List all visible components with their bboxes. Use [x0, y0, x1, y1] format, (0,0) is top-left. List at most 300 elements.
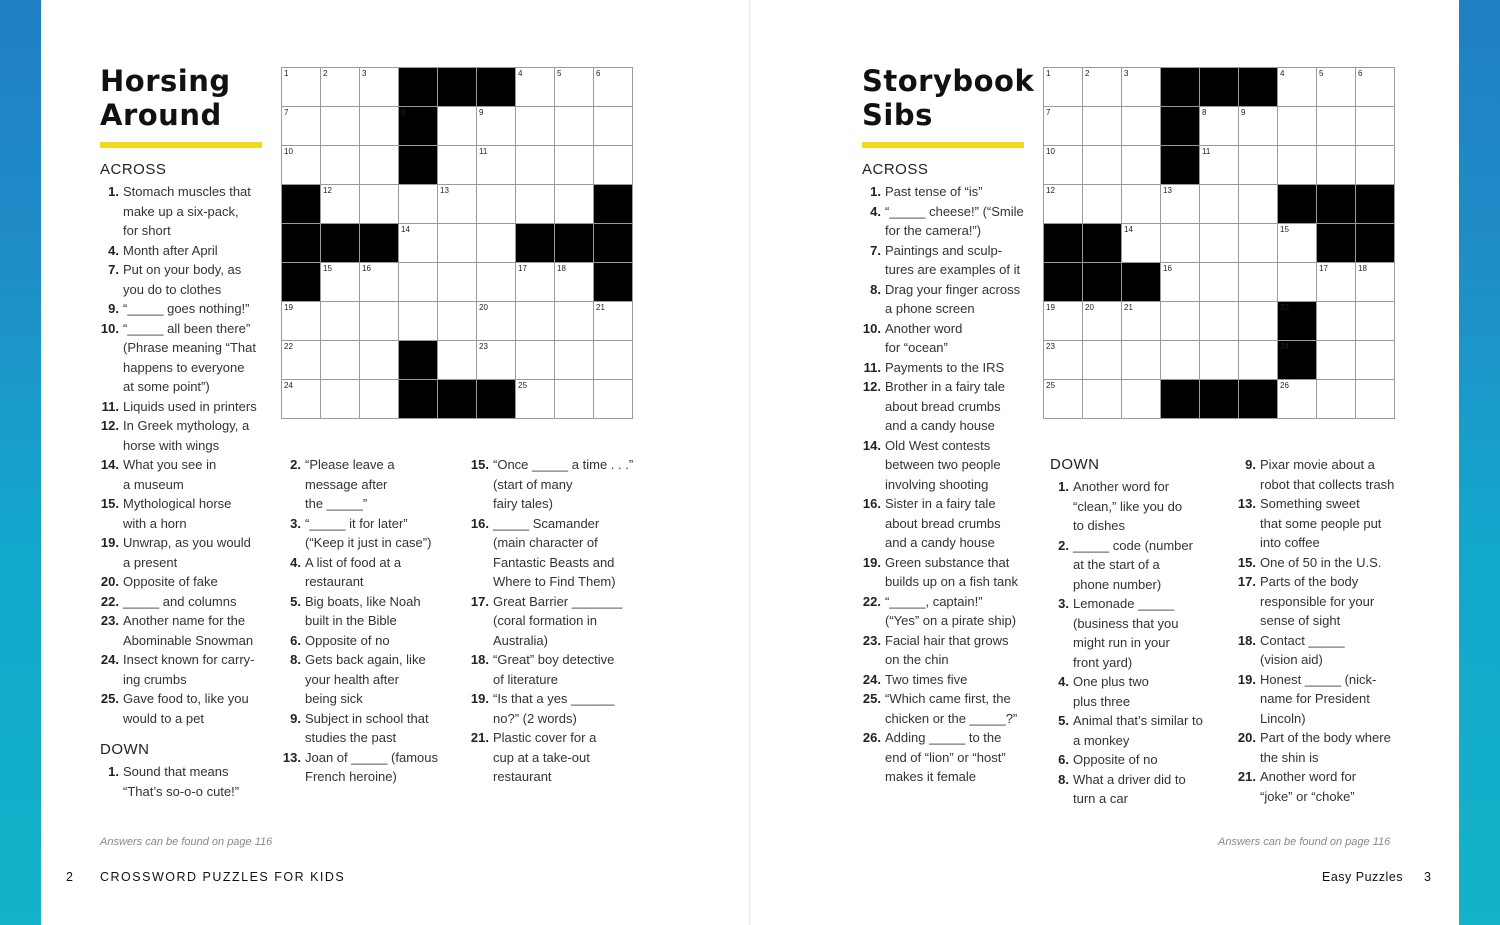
clue-text: Unwrap, as you would a present	[123, 535, 251, 570]
clue-number: 8.	[870, 281, 881, 297]
clue-text: Part of the body where the shin is	[1260, 730, 1391, 765]
black-square	[1044, 224, 1083, 263]
clue-number: 15.	[470, 457, 489, 472]
grid-cell[interactable]	[1122, 185, 1161, 224]
clue-number: 18.	[470, 652, 489, 667]
grid-cell[interactable]	[1161, 224, 1200, 263]
grid-cell[interactable]	[360, 107, 399, 146]
clue-text: “Please leave a message after the _____”	[305, 457, 395, 511]
clue-number: 25.	[862, 691, 881, 706]
clue-text: Liquids used in printers	[123, 398, 257, 414]
cell-number: 6	[1358, 69, 1363, 78]
grid-cell[interactable]	[1044, 380, 1083, 419]
down-clue-list	[1050, 477, 1228, 809]
cell-number: 20	[1085, 303, 1094, 312]
grid-cell[interactable]	[594, 107, 633, 146]
clue-item	[100, 592, 272, 612]
cell-number: 5	[557, 69, 562, 78]
grid-cell[interactable]	[399, 302, 438, 341]
black-square	[399, 380, 438, 419]
grid-cell[interactable]	[321, 185, 360, 224]
grid-cell[interactable]	[1044, 107, 1083, 146]
grid-cell[interactable]	[1044, 185, 1083, 224]
black-square	[1161, 107, 1200, 146]
clue-item	[100, 319, 272, 397]
grid-cell[interactable]	[516, 380, 555, 419]
grid-cell[interactable]	[360, 146, 399, 185]
clue-item	[1237, 494, 1417, 553]
clue-item	[862, 689, 1038, 728]
clue-item	[282, 748, 462, 787]
grid-cell[interactable]	[1122, 68, 1161, 107]
clue-number: 22.	[100, 593, 119, 609]
grid-cell[interactable]	[477, 263, 516, 302]
grid-cell[interactable]	[360, 68, 399, 107]
answers-note: Answers can be found on page 116	[100, 836, 273, 848]
black-square	[1122, 263, 1161, 302]
cell-number: 23	[479, 342, 488, 351]
grid-cell[interactable]	[438, 224, 477, 263]
clue-number: 11.	[863, 359, 881, 375]
cell-number: 2	[323, 69, 328, 78]
clue-number: 12.	[862, 379, 881, 394]
down-clue-list	[100, 762, 272, 801]
grid-cell[interactable]	[555, 107, 594, 146]
clue-item	[1050, 594, 1228, 672]
clue-text: Great Barrier _______ (coral formation in Australia)	[493, 593, 623, 648]
clue-number: 5.	[290, 593, 301, 609]
grid-cell[interactable]	[321, 263, 360, 302]
clue-text: One of 50 in the U.S.	[1260, 554, 1382, 570]
left-clues-column-2	[282, 455, 462, 787]
clue-number: 17.	[470, 593, 489, 609]
black-square	[438, 68, 477, 107]
cell-number: 3	[362, 69, 367, 78]
grid-cell[interactable]	[1356, 107, 1395, 146]
grid-cell[interactable]	[1239, 107, 1278, 146]
clue-text: What you see in a museum	[123, 457, 217, 492]
clue-text: A list of food at a restaurant	[305, 554, 402, 589]
black-square	[1161, 380, 1200, 419]
title-line: Around	[100, 98, 222, 132]
clue-number: 4.	[290, 554, 301, 570]
clue-number: 15.	[100, 496, 119, 511]
grid-cell[interactable]	[360, 302, 399, 341]
puzzle-title-storybook-sibs	[862, 64, 1034, 132]
grid-cell[interactable]	[1356, 146, 1395, 185]
grid-cell[interactable]	[555, 68, 594, 107]
black-square	[594, 185, 633, 224]
clue-number: 20.	[100, 574, 119, 589]
grid-cell[interactable]	[1239, 302, 1278, 341]
grid-cell[interactable]	[1161, 185, 1200, 224]
clue-item	[862, 358, 1038, 378]
grid-cell[interactable]	[1083, 341, 1122, 380]
grid-cell[interactable]	[1239, 224, 1278, 263]
clue-item	[1237, 553, 1417, 573]
right-clues-column-1	[862, 160, 1038, 787]
grid-cell[interactable]	[555, 185, 594, 224]
clue-text: “_____ goes nothing!”	[123, 301, 250, 316]
clue-item	[1237, 631, 1417, 670]
black-square	[477, 68, 516, 107]
title-line: Sibs	[862, 98, 933, 132]
grid-cell[interactable]	[1200, 185, 1239, 224]
clue-item	[470, 728, 650, 787]
grid-cell[interactable]	[1278, 263, 1317, 302]
grid-cell[interactable]	[399, 185, 438, 224]
clue-number: 12.	[100, 418, 119, 433]
grid-cell[interactable]	[1083, 146, 1122, 185]
clue-number: 1.	[108, 764, 119, 779]
grid-cell[interactable]	[438, 146, 477, 185]
clue-text: Opposite of no	[305, 632, 390, 648]
cell-number: 5	[1319, 69, 1324, 78]
cell-number: 7	[284, 108, 289, 117]
grid-cell[interactable]	[1239, 341, 1278, 380]
grid-cell[interactable]	[1317, 302, 1356, 341]
black-square	[399, 107, 438, 146]
clue-text: _____ code (number at the start of a phone number)	[1073, 537, 1193, 592]
across-clue-list	[100, 182, 272, 728]
black-square	[477, 380, 516, 419]
clue-text: Stomach muscles that make up a six-pack, for short	[123, 184, 251, 238]
clue-item	[470, 592, 650, 651]
cell-number: 14	[401, 225, 410, 234]
clue-text: Another name for the Abominable Snowman	[123, 613, 254, 648]
section-title-footer: Easy Puzzles	[1322, 870, 1404, 884]
grid-cell[interactable]	[1317, 68, 1356, 107]
answers-note: Answers can be found on page 116	[1218, 836, 1391, 848]
grid-cell[interactable]	[1122, 380, 1161, 419]
grid-cell[interactable]	[1083, 68, 1122, 107]
clue-item	[862, 436, 1038, 495]
clue-item	[100, 260, 272, 299]
grid-cell[interactable]	[555, 146, 594, 185]
cell-number: 17	[1319, 264, 1328, 273]
clue-number: 16.	[470, 515, 489, 531]
clue-text: Joan of _____ (famous French heroine)	[305, 749, 438, 784]
grid-cell[interactable]	[321, 302, 360, 341]
cell-number: 10	[1046, 147, 1055, 156]
grid-cell[interactable]	[1044, 68, 1083, 107]
grid-cell[interactable]	[438, 107, 477, 146]
clue-item	[282, 592, 462, 631]
clue-text: Insect known for carry- ing crumbs	[123, 652, 255, 687]
grid-cell[interactable]	[1356, 341, 1395, 380]
across-heading: ACROSS	[862, 161, 929, 178]
grid-cell[interactable]	[282, 341, 321, 380]
grid-cell[interactable]	[1122, 107, 1161, 146]
clue-item	[1237, 767, 1417, 806]
grid-cell[interactable]	[516, 107, 555, 146]
grid-cell[interactable]	[360, 380, 399, 419]
grid-cell[interactable]	[477, 302, 516, 341]
grid-cell[interactable]	[1278, 68, 1317, 107]
grid-cell[interactable]	[516, 263, 555, 302]
clue-number: 8.	[290, 652, 301, 667]
grid-cell[interactable]	[1122, 224, 1161, 263]
cell-number: 17	[518, 264, 527, 273]
clue-number: 4.	[1058, 674, 1069, 689]
grid-cell[interactable]	[321, 68, 360, 107]
clue-number: 23.	[100, 613, 119, 628]
grid-cell[interactable]	[321, 380, 360, 419]
grid-cell[interactable]	[282, 146, 321, 185]
clue-number: 1.	[108, 184, 119, 199]
black-square	[1239, 68, 1278, 107]
clue-text: Gave food to, like you would to a pet	[123, 691, 249, 726]
grid-cell[interactable]	[1356, 380, 1395, 419]
grid-cell[interactable]	[1200, 224, 1239, 263]
grid-cell[interactable]	[282, 380, 321, 419]
clue-number: 10.	[862, 320, 881, 336]
grid-cell[interactable]	[1239, 185, 1278, 224]
clue-text: Big boats, like Noah built in the Bible	[305, 593, 421, 628]
clue-text: Lemonade _____ (business that you might run in your front yard)	[1073, 596, 1179, 670]
grid-cell[interactable]	[1356, 302, 1395, 341]
clue-item	[470, 650, 650, 689]
page-number: 2	[66, 870, 75, 884]
clue-number: 5.	[1058, 713, 1069, 728]
clue-item	[470, 514, 650, 592]
grid-cell[interactable]	[516, 341, 555, 380]
clue-text: Sister in a fairy tale about bread crumbs and a candy house	[885, 496, 1001, 550]
clue-item	[282, 553, 462, 592]
cell-number: 8	[401, 108, 406, 117]
clue-text: “Which came first, the chicken or the _____?”	[885, 691, 1018, 726]
clue-number: 14.	[862, 437, 881, 453]
grid-cell[interactable]	[1356, 263, 1395, 302]
cell-number: 10	[284, 147, 293, 156]
clue-number: 1.	[1058, 479, 1069, 494]
clue-text: “_____, captain!” (“Yes” on a pirate ship)	[885, 593, 1017, 628]
grid-cell[interactable]	[1317, 146, 1356, 185]
clue-text: Payments to the IRS	[885, 359, 1005, 375]
grid-cell[interactable]	[399, 263, 438, 302]
grid-cell[interactable]	[1044, 302, 1083, 341]
grid-cell[interactable]	[555, 302, 594, 341]
grid-cell[interactable]	[321, 341, 360, 380]
clue-item	[862, 319, 1038, 358]
clue-number: 3.	[1058, 596, 1069, 611]
grid-cell[interactable]	[321, 146, 360, 185]
grid-cell[interactable]	[1161, 341, 1200, 380]
clue-item	[1050, 711, 1228, 750]
clue-item	[1050, 536, 1228, 595]
down-clue-list	[1237, 455, 1417, 806]
clue-number: 8.	[1058, 771, 1069, 787]
grid-cell[interactable]	[1278, 146, 1317, 185]
clue-item	[282, 631, 462, 651]
grid-cell[interactable]	[1122, 341, 1161, 380]
clue-item	[862, 241, 1038, 280]
grid-cell[interactable]	[1278, 224, 1317, 263]
black-square	[516, 224, 555, 263]
grid-cell[interactable]	[1083, 107, 1122, 146]
black-square	[282, 263, 321, 302]
grid-cell[interactable]	[477, 224, 516, 263]
grid-cell[interactable]	[555, 341, 594, 380]
grid-cell[interactable]	[1044, 341, 1083, 380]
black-square	[438, 380, 477, 419]
grid-cell[interactable]	[438, 302, 477, 341]
clue-item	[862, 553, 1038, 592]
clue-text: “Is that a yes ______ no?” (2 words)	[493, 691, 615, 726]
clue-number: 18.	[1237, 632, 1256, 648]
clue-number: 25.	[100, 691, 119, 706]
grid-cell[interactable]	[594, 302, 633, 341]
grid-cell[interactable]	[477, 185, 516, 224]
grid-cell[interactable]	[360, 263, 399, 302]
clue-number: 21.	[1237, 769, 1256, 784]
cell-number: 4	[518, 69, 523, 78]
grid-cell[interactable]	[516, 146, 555, 185]
clue-number: 19.	[1237, 671, 1256, 687]
grid-cell[interactable]	[516, 185, 555, 224]
cell-number: 18	[1358, 264, 1367, 273]
cell-number: 12	[1046, 186, 1055, 195]
clue-text: Drag your finger across a phone screen	[885, 281, 1021, 316]
grid-cell[interactable]	[1083, 302, 1122, 341]
grid-cell[interactable]	[282, 107, 321, 146]
grid-cell[interactable]	[1200, 263, 1239, 302]
cell-number: 20	[479, 303, 488, 312]
clue-item	[862, 494, 1038, 553]
cell-number: 16	[362, 264, 371, 273]
title-line: Storybook	[862, 64, 1035, 98]
grid-cell[interactable]	[1200, 302, 1239, 341]
black-square	[321, 224, 360, 263]
grid-cell[interactable]	[360, 341, 399, 380]
grid-cell[interactable]	[1122, 146, 1161, 185]
grid-cell[interactable]	[1317, 107, 1356, 146]
cell-number: 19	[284, 303, 293, 312]
grid-cell[interactable]	[282, 68, 321, 107]
clue-item	[100, 650, 272, 689]
grid-cell[interactable]	[555, 380, 594, 419]
clue-text: Old West contests between two people involving shooting	[885, 437, 1001, 492]
clue-text: “Once _____ a time . . .” (start of many fairy tales)	[493, 457, 634, 511]
cell-number: 1	[1046, 69, 1051, 78]
cell-number: 8	[1202, 108, 1207, 117]
cell-number: 16	[1163, 264, 1172, 273]
clue-item	[862, 182, 1038, 202]
cell-number: 15	[323, 264, 332, 273]
clue-number: 14.	[100, 457, 119, 472]
grid-cell[interactable]	[594, 341, 633, 380]
clue-item	[100, 762, 272, 801]
clue-item	[100, 533, 272, 572]
clue-number: 16.	[862, 496, 881, 511]
grid-cell[interactable]	[594, 68, 633, 107]
clue-item	[100, 241, 272, 261]
clue-item	[100, 397, 272, 417]
grid-cell[interactable]	[1083, 380, 1122, 419]
clue-number: 19.	[470, 691, 489, 706]
clue-item	[1050, 770, 1228, 809]
clue-number: 15.	[1237, 554, 1256, 570]
grid-cell[interactable]	[1200, 146, 1239, 185]
cell-number: 13	[1163, 186, 1172, 195]
grid-cell[interactable]	[516, 302, 555, 341]
clue-text: Animal that’s similar to a monkey	[1073, 713, 1203, 748]
title-underline	[100, 142, 262, 148]
clue-text: Honest _____ (nick- name for President Lincoln)	[1260, 671, 1377, 726]
grid-cell[interactable]	[594, 146, 633, 185]
grid-cell[interactable]	[1239, 263, 1278, 302]
clue-text: Pixar movie about a robot that collects trash	[1260, 457, 1395, 492]
grid-cell[interactable]	[399, 224, 438, 263]
clue-item	[282, 709, 462, 748]
grid-cell[interactable]	[555, 263, 594, 302]
grid-cell[interactable]	[477, 107, 516, 146]
grid-cell[interactable]	[1239, 146, 1278, 185]
black-square	[1200, 68, 1239, 107]
grid-cell[interactable]	[1356, 68, 1395, 107]
clue-text: Sound that means “That’s so-o-o cute!”	[123, 764, 240, 799]
grid-cell[interactable]	[1317, 380, 1356, 419]
grid-cell[interactable]	[438, 341, 477, 380]
clue-text: _____ Scamander (main character of Fantastic Beasts and Where to Find Them)	[493, 515, 616, 589]
grid-cell[interactable]	[1044, 146, 1083, 185]
grid-cell[interactable]	[321, 107, 360, 146]
clue-text: Two times five	[885, 671, 968, 687]
clue-item	[1050, 477, 1228, 536]
grid-cell[interactable]	[1161, 263, 1200, 302]
clue-item	[100, 689, 272, 728]
grid-cell[interactable]	[438, 185, 477, 224]
cell-number: 22	[284, 342, 293, 351]
grid-cell[interactable]	[1083, 185, 1122, 224]
cell-number: 12	[323, 186, 332, 195]
grid-cell[interactable]	[438, 263, 477, 302]
grid-cell[interactable]	[360, 185, 399, 224]
grid-cell[interactable]	[477, 341, 516, 380]
clue-text: Plastic cover for a cup at a take-out restaurant	[493, 730, 597, 784]
grid-cell[interactable]	[1278, 380, 1317, 419]
clue-item	[100, 455, 272, 494]
grid-cell[interactable]	[1161, 302, 1200, 341]
grid-cell[interactable]	[594, 380, 633, 419]
grid-cell[interactable]	[1317, 341, 1356, 380]
cell-number: 3	[1124, 69, 1129, 78]
clue-number: 1.	[870, 184, 881, 199]
clue-item	[282, 455, 462, 514]
down-clue-list	[282, 455, 462, 787]
grid-cell[interactable]	[1122, 302, 1161, 341]
clue-number: 11.	[101, 398, 119, 414]
black-square	[1278, 302, 1317, 341]
grid-cell[interactable]	[1200, 341, 1239, 380]
grid-cell[interactable]	[1200, 107, 1239, 146]
grid-cell[interactable]	[282, 302, 321, 341]
clue-item	[862, 377, 1038, 436]
cell-number: 21	[1124, 303, 1133, 312]
clue-number: 13.	[282, 749, 301, 765]
left-page-edge	[0, 0, 41, 925]
grid-cell[interactable]	[1278, 107, 1317, 146]
grid-cell[interactable]	[477, 146, 516, 185]
clue-item	[862, 280, 1038, 319]
down-heading: DOWN	[1050, 456, 1100, 473]
clue-item	[1050, 750, 1228, 770]
clue-number: 7.	[108, 262, 119, 277]
down-clue-list	[470, 455, 650, 787]
grid-cell[interactable]	[1317, 263, 1356, 302]
grid-cell[interactable]	[516, 68, 555, 107]
clue-number: 22.	[862, 593, 881, 609]
